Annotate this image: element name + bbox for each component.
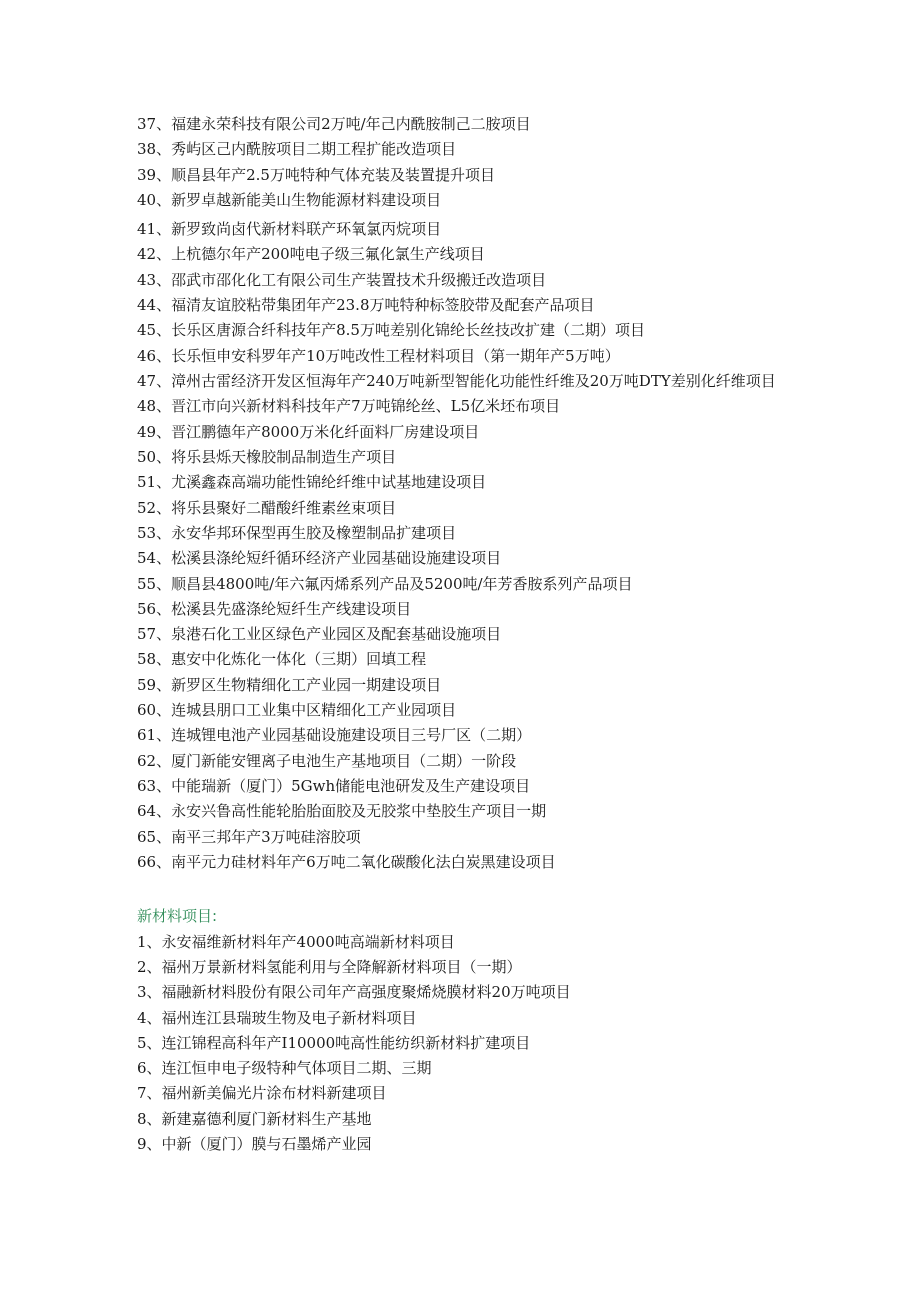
list-item: 59、新罗区生物精细化工产业园一期建设项目: [137, 675, 442, 694]
list-item: 40、新罗卓越新能美山生物能源材料建设项目: [137, 190, 442, 209]
list-item: 48、晋江市向兴新材料科技年产7万吨锦纶丝、L5亿米坯布项目: [137, 397, 561, 416]
list-item: 5、连江锦程高科年产I10000吨高性能纺织新材料扩建项目: [137, 1033, 531, 1052]
list-item: 45、长乐区唐源合纤科技年产8.5万吨差别化锦纶长丝技改扩建（二期）项目: [137, 321, 645, 340]
list-item: 39、顺昌县年产2.5万吨特种气体充装及装置提升项目: [137, 165, 495, 184]
list-item: 46、长乐恒申安科罗年产10万吨改性工程材料项目（第一期年产5万吨）: [137, 346, 620, 365]
list-item: 58、惠安中化炼化一体化（三期）回填工程: [137, 650, 427, 669]
list-item: 55、顺昌县4800吨/年六氟丙烯系列产品及5200吨/年芳香胺系列产品项目: [137, 574, 633, 593]
list-item: 8、新建嘉德利厦门新材料生产基地: [137, 1109, 372, 1128]
list-item: 52、将乐县聚好二醋酸纤维素丝束项目: [137, 498, 397, 517]
list-item: 62、厦门新能安锂离子电池生产基地项目（二期）一阶段: [137, 751, 517, 770]
list-item: 3、福融新材料股份有限公司年产高强度聚烯烧膜材料20万吨项目: [137, 983, 571, 1002]
list-item: 66、南平元力硅材料年产6万吨二氧化碳酸化法白炭黑建设项目: [137, 852, 556, 871]
list-item: 9、中新（厦门）膜与石墨烯产业园: [137, 1134, 372, 1153]
list-item: 57、泉港石化工业区绿色产业园区及配套基础设施项目: [137, 625, 502, 644]
list-item: 7、福州新美偏光片涂布材料新建项目: [137, 1084, 387, 1103]
list-item: 37、福建永荣科技有限公司2万吨/年己内酰胺制己二胺项目: [137, 115, 531, 133]
list-item: 41、新罗致尚卤代新材料联产环氧氯丙烷项目: [137, 220, 442, 239]
list-item: 47、漳州古雷经济开发区恒海年产240万吨新型智能化功能性纤维及20万吨DTY差别化纤维项目: [137, 371, 776, 390]
list-item: 54、松溪县涤纶短纤循环经济产业园基础设施建设项目: [137, 549, 502, 568]
list-item: 42、上杭德尔年产200吨电子级三氟化氯生产线项目: [137, 245, 485, 264]
list-item: 4、福州连江县瑞玻生物及电子新材料项目: [137, 1008, 417, 1027]
list-item: 2、福州万景新材料氢能利用与全降解新材料项目（一期）: [137, 957, 522, 976]
list-item: 43、邵武市邵化化工有限公司生产装置技术升级搬迁改造项目: [137, 270, 547, 289]
list-item: 44、福清友谊胶粘带集团年产23.8万吨特种标签胶带及配套产品项目: [137, 296, 595, 315]
list-item: 61、连城锂电池产业园基础设施建设项目三号厂区（二期）: [137, 726, 532, 745]
list-item: 56、松溪县先盛涤纶短纤生产线建设项目: [137, 599, 412, 618]
list-item: 65、南平三邦年产3万吨硅溶胶项: [137, 827, 361, 846]
list-item: 51、尤溪鑫森高端功能性锦纶纤维中试基地建设项目: [137, 473, 487, 492]
section-heading-new-materials: 新材料项目:: [137, 907, 218, 926]
list-item: 63、中能瑞新（厦门）5Gwh储能电池研发及生产建设项目: [137, 776, 531, 795]
document-body: [137, 112, 787, 1157]
list-item: 50、将乐县烁天橡胶制品制造生产项目: [137, 448, 397, 467]
list-item: 64、永安兴鲁高性能轮胎胎面胶及无胶浆中垫胶生产项目一期: [137, 802, 547, 821]
list-item: 60、连城县朋口工业集中区精细化工产业园项目: [137, 701, 457, 720]
list-item: 38、秀屿区己内酰胺项目二期工程扩能改造项目: [137, 140, 457, 159]
list-item: 6、连江恒申电子级特种气体项目二期、三期: [137, 1059, 432, 1078]
list-item: 53、永安华邦环保型再生胶及橡塑制品扩建项目: [137, 523, 457, 542]
list-item: 1、永安福维新材料年产4000吨高端新材料项目: [137, 932, 455, 951]
section-spacer: [137, 875, 787, 904]
list-item: 49、晋江鹏德年产8000万米化纤面料厂房建设项目: [137, 422, 480, 441]
